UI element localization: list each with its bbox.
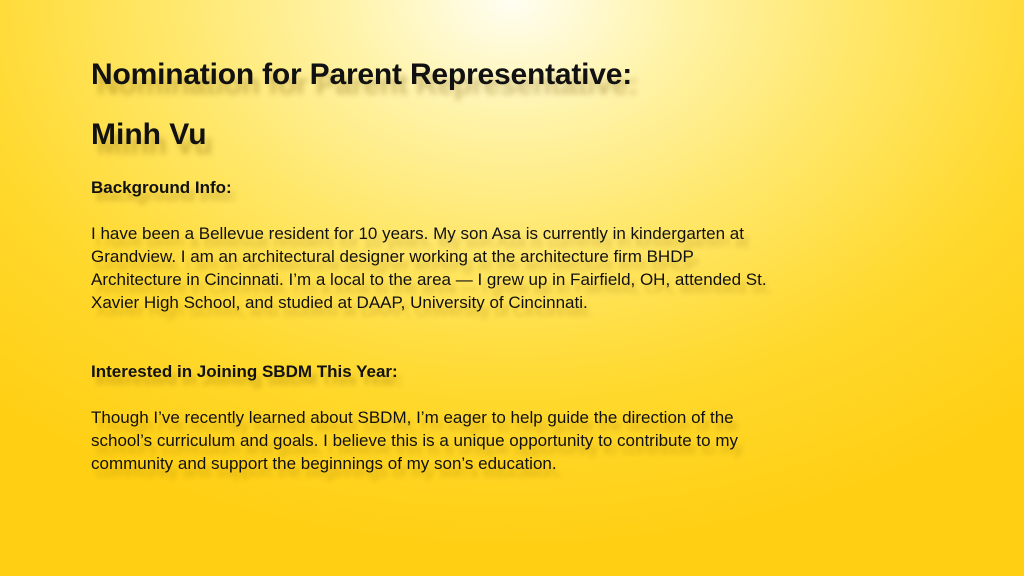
nominee-name: Minh Vu	[91, 118, 207, 151]
interest-heading: Interested in Joining SBDM This Year:	[91, 362, 398, 381]
slide-content	[91, 56, 791, 475]
slide-title: Nomination for Parent Representative:	[91, 58, 633, 91]
background-paragraph: I have been a Bellevue resident for 10 years. My son Asa is currently in kindergarten at Grandview. I am an architectural designer working at the architecture firm BHDP Architecture in Cincinnati. I’m a local to the area — I grew up in Fairfield, OH, attended St. Xavier High School, and studied at DAAP, University of Cincinnati.	[91, 224, 767, 312]
interest-paragraph: Though I’ve recently learned about SBDM, I’m eager to help guide the direction of the school’s curriculum and goals. I believe this is a unique opportunity to contribute to my community and support the beginnings of my son’s education.	[91, 408, 738, 473]
background-heading: Background Info:	[91, 178, 232, 197]
